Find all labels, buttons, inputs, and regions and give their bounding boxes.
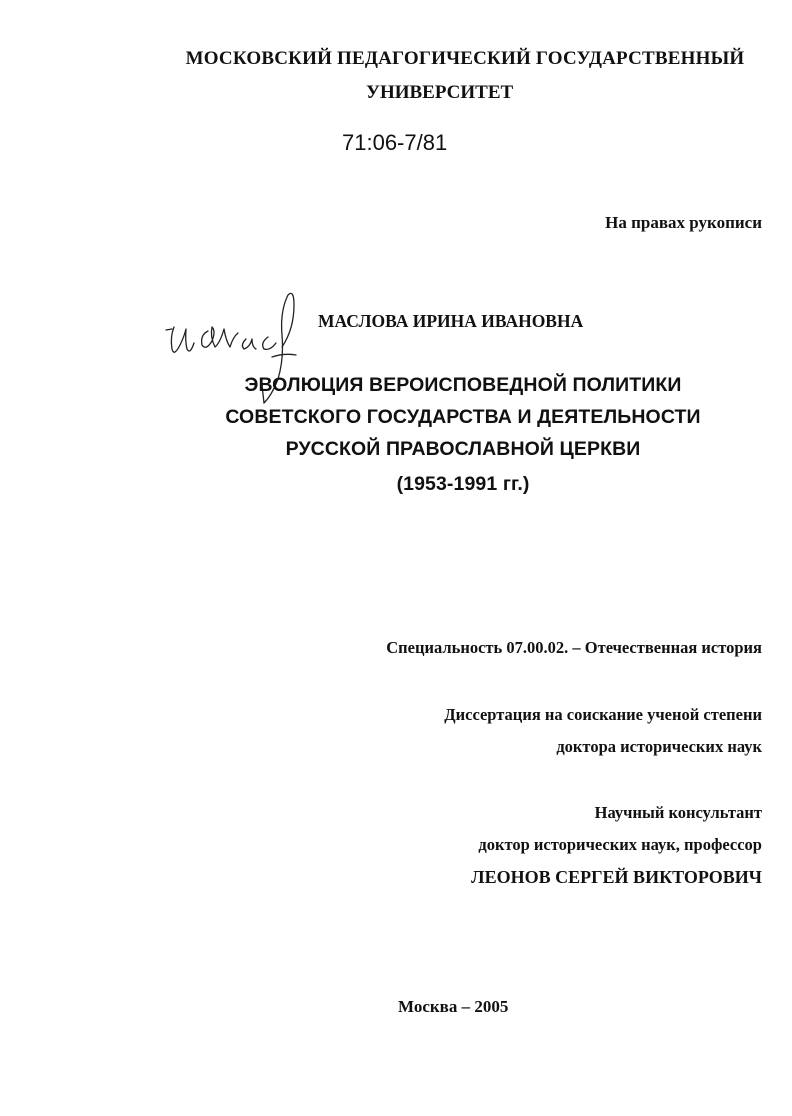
dissertation-title-line1: ЭВОЛЮЦИЯ ВЕРОИСПОВЕДНОЙ ПОЛИТИКИ (244, 374, 682, 396)
city-year: Москва – 2005 (398, 997, 509, 1016)
consultant-name: ЛЕОНОВ СЕРГЕЙ ВИКТОРОВИЧ (471, 867, 762, 887)
consultant-label: Научный консультант (594, 803, 762, 822)
dissertation-degree-line1: Диссертация на соискание ученой степени (444, 705, 762, 724)
rights-note: На правах рукописи (605, 213, 762, 232)
dissertation-title-years: (1953-1991 гг.) (396, 473, 530, 495)
dissertation-degree-line2: доктора исторических наук (556, 737, 762, 756)
dissertation-title-line2: СОВЕТСКОГО ГОСУДАРСТВА И ДЕЯТЕЛЬНОСТИ (225, 406, 701, 428)
specialty-line: Специальность 07.00.02. – Отечественная история (386, 638, 762, 657)
dissertation-title-line3: РУССКОЙ ПРАВОСЛАВНОЙ ЦЕРКВИ (285, 438, 641, 460)
author-name: МАСЛОВА ИРИНА ИВАНОВНА (318, 311, 584, 331)
university-name-line2: УНИВЕРСИТЕТ (366, 82, 514, 103)
catalog-code: 71:06-7/81 (342, 130, 448, 155)
university-name-line1: МОСКОВСКИЙ ПЕДАГОГИЧЕСКИЙ ГОСУДАРСТВЕННЫЙ (185, 48, 745, 69)
consultant-degree: доктор исторических наук, профессор (478, 835, 762, 854)
